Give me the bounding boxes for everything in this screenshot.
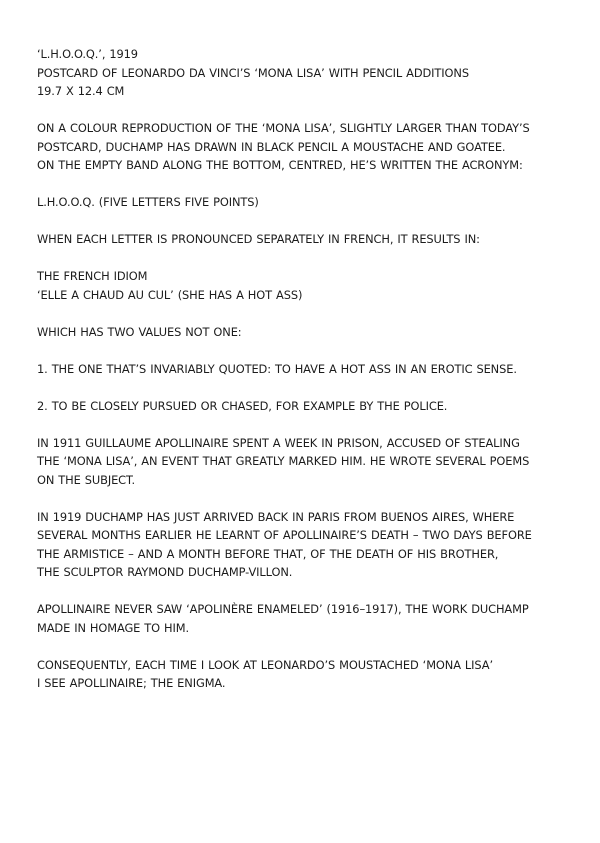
text-line: WHICH HAS TWO VALUES NOT ONE: <box>37 324 242 339</box>
text-line: IN 1919 DUCHAMP HAS JUST ARRIVED BACK IN PARIS FROM BUENOS AIRES, WHERE <box>37 509 515 524</box>
artwork-caption <box>37 45 570 101</box>
text-line: 2. TO BE CLOSELY PURSUED OR CHASED, FOR EXAMPLE BY THE POLICE. <box>37 398 448 413</box>
text-line: THE FRENCH IDIOM <box>37 269 148 283</box>
paragraph <box>37 323 570 342</box>
paragraph <box>37 434 570 490</box>
text-line: WHEN EACH LETTER IS PRONOUNCED SEPARATELY IN FRENCH, IT RESULTS IN: <box>37 232 480 246</box>
text-line: POSTCARD, DUCHAMP HAS DRAWN IN BLACK PENCIL A MOUSTACHE AND GOATEE. <box>37 139 506 154</box>
text-line: THE ‘MONA LISA’, AN EVENT THAT GREATLY MARKED HIM. HE WROTE SEVERAL POEMS <box>37 454 530 468</box>
text-line: I SEE APOLLINAIRE; THE ENIGMA. <box>37 676 226 690</box>
text-line: ON THE EMPTY BAND ALONG THE BOTTOM, CENTRED, HE’S WRITTEN THE ACRONYM: <box>37 158 523 172</box>
text-line: THE SCULPTOR RAYMOND DUCHAMP-VILLON. <box>37 565 293 579</box>
paragraph <box>37 230 570 249</box>
paragraph <box>37 119 570 175</box>
text-line: MADE IN HOMAGE TO HIM. <box>37 620 190 635</box>
paragraph-gap <box>37 212 570 231</box>
paragraph-gap <box>37 415 570 434</box>
text-line: SEVERAL MONTHS EARLIER HE LEARNT OF APOLLINAIRE’S DEATH – TWO DAYS BEFORE <box>37 528 532 542</box>
artwork-medium: POSTCARD OF LEONARDO DA VINCI’S ‘MONA LISA’ WITH PENCIL ADDITIONS <box>37 65 469 80</box>
text-line: L.H.O.O.Q. (FIVE LETTERS FIVE POINTS) <box>37 195 259 209</box>
paragraph-gap <box>37 101 570 120</box>
paragraph-gap <box>37 341 570 360</box>
paragraph-gap <box>37 637 570 656</box>
text-line: IN 1911 GUILLAUME APOLLINAIRE SPENT A WEEK IN PRISON, ACCUSED OF STEALING <box>37 435 520 450</box>
paragraph-gap <box>37 304 570 323</box>
paragraph-gap <box>37 175 570 194</box>
text-line: APOLLINAIRE NEVER SAW ‘APOLINÈRE ENAMELED’ (1916–1917), THE WORK DUCHAMP <box>37 602 529 616</box>
text-line: ON THE SUBJECT. <box>37 472 136 487</box>
paragraph-gap <box>37 249 570 268</box>
text-line: ON A COLOUR REPRODUCTION OF THE ‘MONA LISA’, SLIGHTLY LARGER THAN TODAY’S <box>37 121 530 135</box>
artwork-dimensions: 19.7 X 12.4 CM <box>37 84 125 98</box>
paragraph <box>37 267 570 304</box>
paragraph <box>37 508 570 582</box>
paragraph <box>37 397 570 416</box>
artwork-title: ‘L.H.O.O.Q.’, 1919 <box>37 47 138 61</box>
paragraph <box>37 193 570 212</box>
text-line: CONSEQUENTLY, EACH TIME I LOOK AT LEONARDO’S MOUSTACHED ‘MONA LISA’ <box>37 657 493 672</box>
paragraph-gap <box>37 582 570 601</box>
paragraph-gap <box>37 489 570 508</box>
paragraph <box>37 600 570 637</box>
text-line: 1. THE ONE THAT’S INVARIABLY QUOTED: TO HAVE A HOT ASS IN AN EROTIC SENSE. <box>37 361 517 376</box>
paragraph <box>37 656 570 693</box>
paragraph <box>37 360 570 379</box>
text-line: THE ARMISTICE – AND A MONTH BEFORE THAT, OF THE DEATH OF HIS BROTHER, <box>37 546 499 561</box>
text-line: ‘ELLE A CHAUD AU CUL’ (SHE HAS A HOT ASS) <box>37 287 303 302</box>
paragraph-gap <box>37 378 570 397</box>
